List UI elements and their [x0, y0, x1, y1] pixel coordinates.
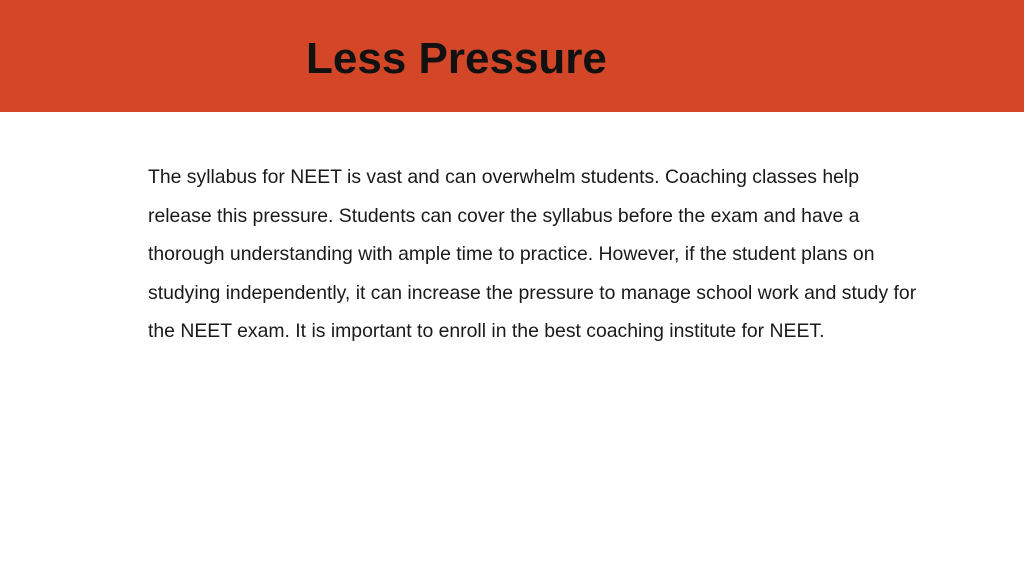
- body-paragraph: The syllabus for NEET is vast and can overwhelm students. Coaching classes help release this pressure. Students can cover the syllabus before the exam and have a thorough understanding with ample time to practice. However, if the student plans on studying independently, it can increase the pressure to manage school work and study for the NEET exam. It is important to enroll in the best coaching institute for NEET.: [148, 166, 917, 342]
- slide-title: Less Pressure: [306, 34, 607, 83]
